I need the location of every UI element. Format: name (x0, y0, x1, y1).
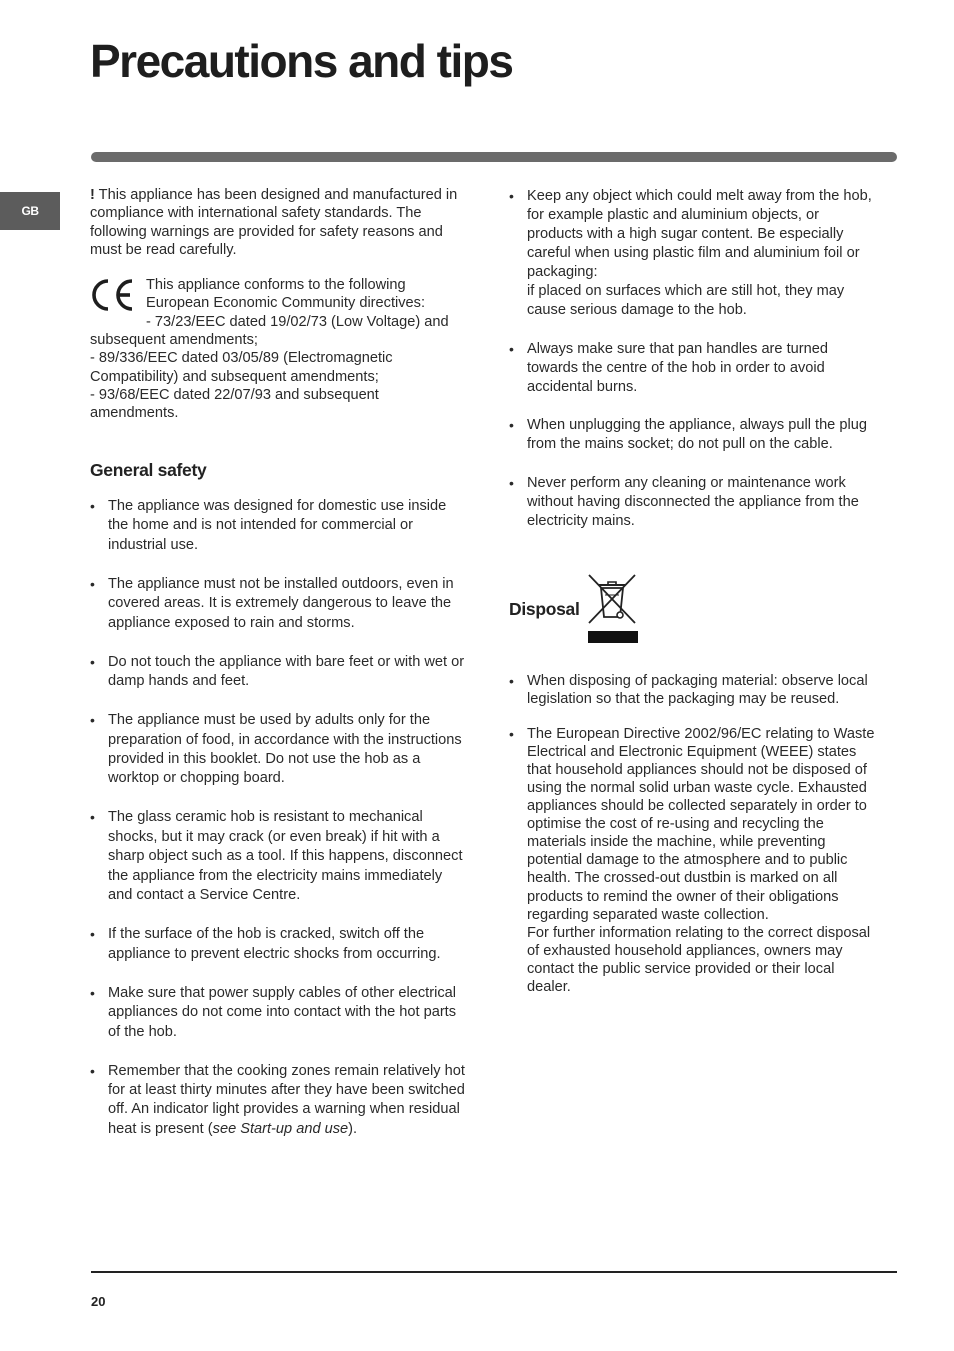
list-item: • Do not touch the appliance with bare feet or with wet or damp hands and feet. (90, 653, 466, 692)
directive-93-68: - 93/68/EEC dated 22/07/93 and subsequent amendments. (90, 386, 379, 422)
disposal-header (509, 571, 877, 647)
left-column (90, 186, 466, 1159)
list-item (509, 672, 877, 708)
header-rule (91, 152, 897, 162)
right-column (509, 187, 877, 1013)
list-item (509, 340, 877, 397)
precautions-list (509, 187, 877, 531)
list-item (90, 1062, 466, 1140)
directive-low-voltage: - 73/23/EEC dated 19/02/73 (Low Voltage) and subsequent amendments; (90, 313, 449, 349)
list-item-text: ). (348, 1120, 358, 1137)
general-safety-list (90, 497, 466, 1139)
ce-compliance-block (90, 276, 466, 422)
ce-mark-icon (88, 277, 140, 313)
list-item: • Make sure that power supply cables of other electrical appliances do not come into contact with the hot parts of the hob. (90, 984, 466, 1042)
disposal-list (509, 672, 877, 997)
list-item: • The appliance was designed for domestic use inside the home and is not intended for commercial or industrial use. (90, 497, 466, 555)
ce-intro-text: This appliance conforms to the following European Economic Community directives: (146, 277, 426, 312)
directive-emc: - 89/336/EEC dated 03/05/89 (Electromagnetic Compatibility) and subsequent amendments; (90, 350, 393, 385)
list-item-text: Never perform any cleaning or maintenance work without having disconnected the appliance from the electricity mains. (527, 474, 859, 529)
list-item-text: The European Directive 2002/96/EC relating to Waste Electrical and Electronic Equipment (WEEE) states that household appliances should not be disposed of using the normal solid urban waste cycle. Exhausted appliances should be collected separately in order to optimise the cost of re-using and recycling the materials inside the machine, while preventing potential damage to the atmosphere and to public health. The crossed-out dustbin is marked on all products to remind the owner of their obligations regarding separated waste collection. (527, 725, 875, 923)
list-item (509, 474, 877, 531)
list-item (509, 725, 877, 996)
list-item: • The appliance must not be installed outdoors, even in covered areas. It is extremely dangerous to leave the appliance exposed to rain and storms. (90, 575, 466, 633)
list-item-text: Remember that the cooking zones remain relatively hot for at least thirty minutes after they have been switched off. An indicator light provides a warning when residual heat is present ( (108, 1062, 465, 1137)
list-item-text: Always make sure that pan handles are turned towards the centre of the hob in order to avoid accidental burns. (527, 340, 828, 395)
list-item: • The glass ceramic hob is resistant to mechanical shocks, but it may crack (or even break) if hit with a sharp object such as a tool. If this happens, disconnect the appliance from the electricity mains immediately and contact a Service Centre. (90, 808, 466, 905)
list-item-text: Keep any object which could melt away from the hob, for example plastic and aluminium objects, or products with a high sugar content. Be especially careful when using plastic film and aluminium foil or packaging: (527, 188, 872, 280)
language-tab: GB (0, 192, 60, 230)
list-item (509, 416, 877, 454)
list-item-continuation: if placed on surfaces which are still hot, they may cause serious damage to the hob. (527, 283, 845, 318)
cross-reference: see Start-up and use (212, 1120, 349, 1137)
warning-mark: ! (90, 187, 95, 203)
list-item-text: When disposing of packaging material: observe local legislation so that the packaging may be reused. (527, 672, 868, 707)
list-item: • If the surface of the hob is cracked, switch off the appliance to prevent electric shocks from occurring. (90, 925, 466, 964)
crossed-out-bin-icon (586, 571, 638, 643)
intro-paragraph (90, 186, 466, 259)
page-number: 20 (91, 1294, 106, 1309)
list-item (509, 187, 877, 320)
list-item: • The appliance must be used by adults only for the preparation of food, in accordance with the instructions provided in this booklet. Do not use the hob as a worktop or chopping board. (90, 711, 466, 789)
list-item-continuation: For further information relating to the correct disposal of exhausted household appliances, owners may contact the public service provided or their local dealer. (527, 924, 871, 995)
page-title: Precautions and tips (90, 35, 513, 87)
general-safety-heading: General safety (90, 459, 207, 480)
list-item-text: When unplugging the appliance, always pull the plug from the mains socket; do not pull on the cable. (527, 417, 867, 452)
disposal-heading: Disposal (509, 598, 580, 619)
intro-text: This appliance has been designed and manufactured in compliance with international safety standards. The following warnings are provided for safety reasons and must be read carefully. (90, 187, 458, 258)
footer-rule (91, 1271, 897, 1273)
